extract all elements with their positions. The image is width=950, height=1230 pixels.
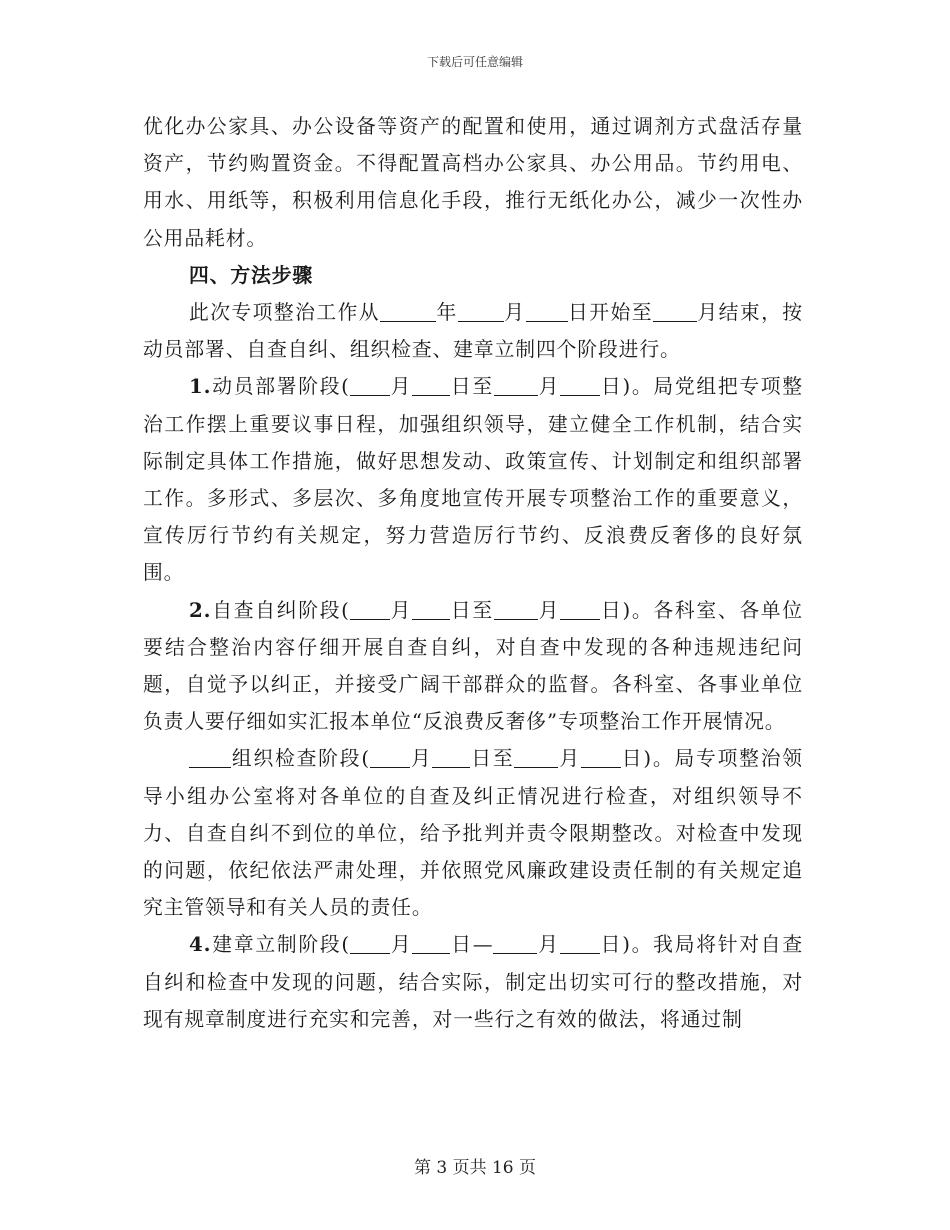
paragraph-stage-1: 1.动员部署阶段( 月 日至 月 日)。局党组把专项整治工作摆上重要议事日程，加强组织领导，建立健全工作机制，结合实际制定具体工作措施，做好思想发动、政策宣传、计划制定和组织部署工作。多形式、多层次、多角度地宣传开展专项整治工作的重要意义，宣传厉行节约有关规定，努力营造厉行节约、反浪费反奢侈的良好氛围。 xyxy=(143,374,803,585)
page-footer: 第 3 页共 16 页 xyxy=(413,1158,537,1178)
blank-day xyxy=(526,299,568,322)
blank xyxy=(412,597,450,620)
blank-stage-number xyxy=(189,745,231,768)
paragraph-schedule: 此次专项整治工作从 年 月 日开始至 月结束，按动员部署、自查自纠、组织检查、建章立制四个阶段进行。 xyxy=(143,301,803,362)
blank xyxy=(432,745,470,768)
paragraph-stage-2: 2.自查自纠阶段( 月 日至 月 日)。各科室、各单位要结合整治内容仔细开展自查自纠，对自查中发现的各种违规违纪问题，自觉予以纠正，并接受广阔干部群众的监督。各科室、各事业单位负责人要仔细如实汇报本单位“反浪费反奢侈”专项整治工作开展情况。 xyxy=(143,597,803,734)
paragraph-stage-3: 组织检查阶段( 月 日至 月 日)。局专项整治领导小组办公室将对各单位的自查及纠正情况进行检查，对组织领导不力、自查自纠不到位的单位，给予批判并责令限期整改。对检查中发现的问题，依纪依法严肃处理，并依照党风廉政建设责任制的有关规定追究主管领导和有关人员的责任。 xyxy=(143,747,803,920)
blank xyxy=(514,745,558,768)
blank xyxy=(560,931,600,954)
blank xyxy=(412,373,450,396)
blank xyxy=(412,931,450,954)
blank-end-month xyxy=(653,299,697,322)
blank xyxy=(350,373,390,396)
blank xyxy=(494,373,538,396)
blank xyxy=(581,745,621,768)
blank xyxy=(350,931,390,954)
document-body xyxy=(143,108,803,1038)
blank xyxy=(560,373,600,396)
blank xyxy=(560,597,600,620)
blank xyxy=(350,597,390,620)
paragraph-assets: 优化办公家具、办公设备等资产的配置和使用，通过调剂方式盘活存量资产，节约购置资金。不得配置高档办公家具、办公用品。节约用电、用水、用纸等，积极利用信息化手段，推行无纸化办公，减少一次性办公用品耗材。 xyxy=(143,115,803,250)
section-heading: 四、方法步骤 xyxy=(189,262,314,287)
paragraph-stage-4: 4.建章立制阶段( 月 日— 月 日)。我局将针对自查自纠和检查中发现的问题，结合实际，制定出切实可行的整改措施，对现有规章制度进行充实和完善，对一些行之有效的做法，将通过制 xyxy=(143,932,803,1031)
blank-year xyxy=(380,299,436,322)
blank xyxy=(493,931,537,954)
page-header: 下载后可任意编辑 xyxy=(426,55,523,69)
blank xyxy=(370,745,410,768)
blank-month xyxy=(458,299,504,322)
blank xyxy=(494,597,538,620)
